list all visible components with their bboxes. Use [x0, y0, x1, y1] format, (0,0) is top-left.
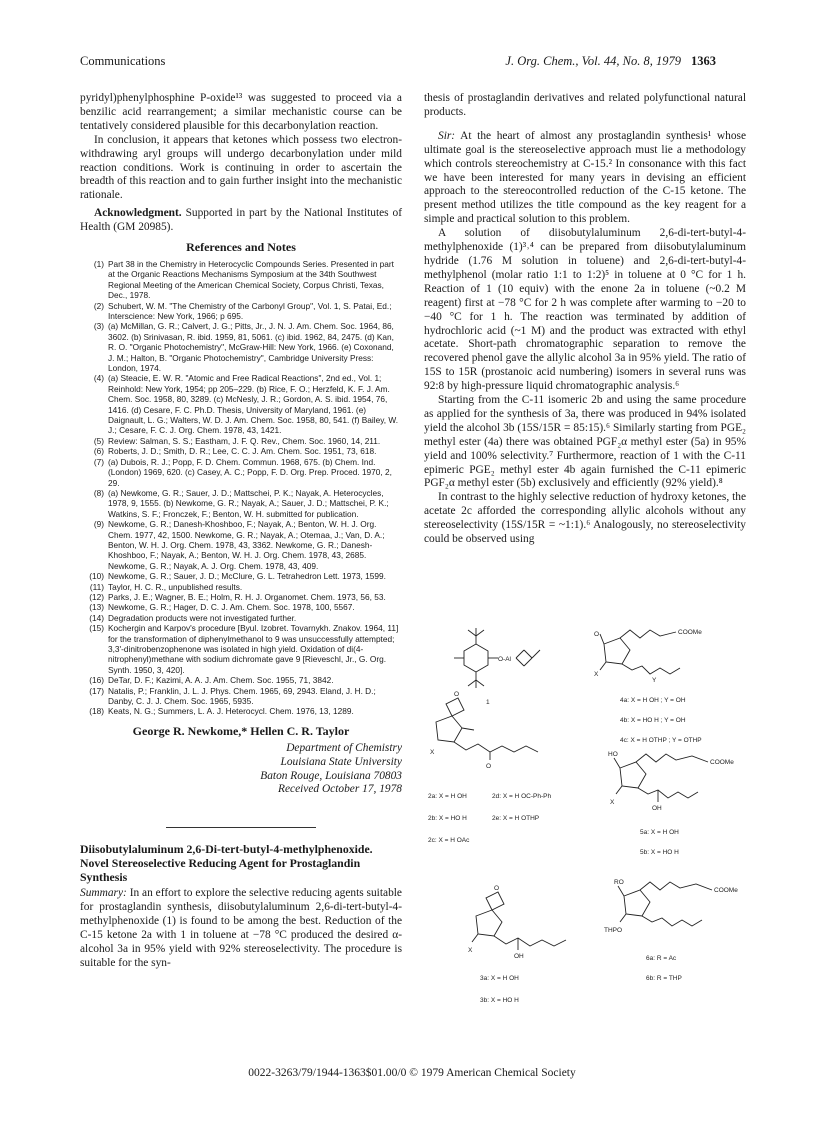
authors: George R. Newkome,* Hellen C. R. Taylor	[132, 723, 350, 738]
compound-2d-label: 2d: X = H OC-Ph-Ph	[492, 793, 552, 800]
city: Baton Rouge, Louisiana 70803	[260, 769, 402, 782]
paragraph	[424, 130, 746, 227]
reference-number: (5)	[93, 435, 104, 446]
reference-text: Kochergin and Karpov's procedure [Byul. Izobret. Tovarnykh. Znakov. 1964, 11] for the transformation of diphenylmethanol to 9 was unsuccessfully attempted; 3,3'-dinitrobenzophenone was isolated in high yield. Oxidation of di(4-nitrophenyl)methane with sodium dichromate gave 9 [Rieveschl, Jr., G. Org. Synth. 1950, 3, 420].	[108, 623, 399, 675]
reference-item	[80, 457, 402, 488]
reference-number: (4)	[93, 373, 104, 384]
compound-6-structure	[618, 882, 712, 926]
summary-text: In an effort to explore the selective reducing agents suitable for prostaglandin synthesis, diisobutylaluminum 2,6-di-tert-butyl-4-methylphenoxide (1) is found to be among the best. Reduction of the C-15 ketone 2a with 1 in toluene at −78 °C produced the desired α-alcohol 3a in 95% yield with 92% stereoselectivity. The procedure is suitable for the syn-	[80, 887, 402, 969]
reference-text: (a) McMillan, G. R.; Calvert, J. G.; Pitts, Jr., J. N. J. Am. Chem. Soc. 1964, 86, 3602. (b) Srinivasan, R. ibid. 1959, 81, 5061. (c) ibid. 1962, 84, 2475. (d) Kan, R. O. "Organic Photochemistry", McGraw-Hill: New York, 1966. (e) Coxonand, J. M.; Halton, B. "Organic Photochemistry", Cambridge University Press: London, 1974.	[108, 321, 394, 374]
reference-text: Keats, N. G.; Summers, L. A. J. Heterocycl. Chem. 1976, 13, 1289.	[108, 706, 354, 717]
coome-label: COOMe	[710, 759, 734, 766]
reference-text: (a) Newkome, G. R.; Sauer, J. D.; Mattschei, P. K.; Nayak, A. Heterocycles, 1978, 9, 1555. (b) Newkome, G. R.; Nayak, A.; Sauer, J. D.; Mattschei, P. K.; Watkins, S. F.; Fronczek, F.; Benton, W. H. submitted for publication.	[108, 487, 389, 519]
compound-4c-label: 4c: X = H OTHP ; Y = OTHP	[620, 737, 702, 744]
coome-label: COOMe	[678, 629, 702, 636]
reference-item	[80, 623, 402, 675]
reference-number: (18)	[89, 706, 104, 717]
reference-number: (11)	[89, 581, 104, 592]
reference-item	[80, 706, 402, 716]
x-label: X	[594, 671, 599, 678]
coome-label: COOMe	[714, 887, 738, 894]
carbonyl-o-label: O	[454, 691, 460, 698]
summary-label: Summary:	[80, 887, 127, 900]
left-column	[80, 92, 402, 971]
paragraph: A solution of diisobutylaluminum 2,6-di-tert-butyl-4-methylphenoxide (1)³˒⁴ can be prepared from diisobutylaluminum hydride (1.76 M solution in toluene) and 2,6-di-tert-butyl-4-methylphenol (molar ratio 1:1 to 1:2)⁵ in toluene at 0 °C for 1 h. Reaction of 1 (10 equiv) with the enone 2a in toluene (~0.2 M reagent) first at −78 °C for 2 h was complete after warming to −20 to −40 °C for 1 h. The reaction was terminated by addition of hydrochloric acid (~1 M) and the product was extracted with ethyl acetate. Short-path chromatographic separation to remove the recovered phenol gave the allylic alcohol 3a in 95% yield. The ratio of 15S to 15R (prostanoic acid numbering) isomers in several runs was 92:8 by high-pressure liquid chromatographic analysis.⁶	[424, 227, 746, 393]
oal-label: O-Al	[498, 656, 511, 663]
compound-5-structure	[614, 754, 708, 802]
x-label: X	[430, 749, 435, 756]
oh-label: OH	[514, 953, 524, 960]
sir-text: At the heart of almost any prostaglandin synthesis¹ whose ultimate goal is the stereoselective approach must lie a methodology which controls stereochemistry at C-15.² In consonance with this fact we have been interested for many years in devising an efficient approach to the stereocontrolled reduction of the C-15 ketone. The present method utilizes the title compound as the key reagent for a simple and practical solution to this problem.	[424, 129, 747, 226]
university: Louisiana State University	[280, 755, 402, 768]
reference-text: Parks, J. E.; Wagner, B. E.; Holm, R. H. J. Organomet. Chem. 1973, 56, 53.	[108, 591, 386, 602]
divider	[166, 827, 316, 828]
journal-citation	[505, 54, 716, 69]
reference-item	[80, 686, 402, 707]
article-title: Diisobutylaluminum 2,6-Di-tert-butyl-4-methylphenoxide. Novel Stereoselective Reducing Agent for Prostaglandin Synthesis	[80, 842, 373, 885]
reference-item	[80, 373, 402, 435]
reference-item	[80, 602, 402, 612]
reference-item	[80, 613, 402, 623]
ho-label: HO	[608, 751, 618, 758]
compound-4-structure	[600, 630, 680, 674]
copyright-footer: 0022-3263/79/1944-1363$01.00/0 © 1979 American Chemical Society	[248, 1067, 576, 1079]
references-heading: References and Notes	[186, 240, 296, 255]
running-head: Communications	[80, 54, 166, 68]
reference-text: Newkome, G. R.; Danesh-Khoshboo, F.; Nayak, A.; Benton, W. H. J. Org. Chem. 1977, 42, 1500. Newkome, G. R.; Nayak, A.; Otemaa, J.; Van, D. A.; Benton, W. H. J. Org. Chem. 1978, 43, 3362. Newkome, G. R.; Danesh-Khoshboo, F.; Nayak, A.; Benton, W. H. J. Org. Chem. 1978, 43, 2685. Newkome, G. R.; Nayak, A. J. Org. Chem. 1978, 43, 409.	[108, 519, 385, 571]
ack-title: Acknowledgment.	[94, 207, 182, 220]
department: Department of Chemistry	[286, 741, 402, 754]
paragraph: Starting from the C-11 isomeric 2b and using the same procedure as applied for the synthesis of 3a, there was produced in 94% isolated yield the alcohol 3b (15S/15R = 85:15).⁶ Similarly starting from PGE₂ methyl ester (4a) there was obtained PGF₂α methyl ester (5a) in 95% yield and 100% selectivity.⁷ Furthermore, reaction of 1 with the C-11 epimeric PGE₂ methyl ester 4b again furnished the C-11 epimeric PGF₂α methyl ester (5b) exclusively and efficiently (92% yield).⁸	[424, 394, 746, 490]
x-label: X	[610, 799, 615, 806]
paragraph: In contrast to the highly selective reduction of hydroxy ketones, the acetate 2c afforded the corresponding allylic alcohols without any stereoselectivity (15S/15R = ~1:1).⁶ Analogously, no stereoselectivity could be observed using	[424, 491, 746, 546]
reference-number: (12)	[89, 591, 104, 602]
reference-number: (1)	[93, 258, 104, 269]
reference-text: Degradation products were not investigated further.	[108, 612, 297, 623]
page-number: 1363	[691, 54, 716, 68]
ketone-o-label: O	[486, 763, 492, 770]
ro-label: RO	[614, 879, 624, 886]
reference-number: (10)	[89, 571, 104, 582]
compound-2e-label: 2e: X = H OTHP	[492, 815, 540, 822]
compound-2a-label: 2a: X = H OH	[428, 793, 467, 800]
compound-6a-label: 6a: R = Ac	[646, 955, 677, 962]
reference-number: (15)	[89, 623, 104, 634]
references-list	[80, 259, 402, 717]
paragraph: pyridyl)phenylphosphine P-oxide¹³ was suggested to proceed via a benzilic acid rearrangement; a similar mechanistic course can be tentatively considered plausible for this decarbonylation reaction.	[80, 92, 402, 132]
paragraph: In conclusion, it appears that ketones which possess two electron-withdrawing aryl groups will undergo decarbonylation under mild reaction conditions. Work is continuing in order to ascertain the breadth of this reaction and to gain further insight into the mechanistic rationale.	[80, 133, 402, 202]
reference-number: (2)	[93, 300, 104, 311]
ack-text: Supported in part by the National Institutes of Health (GM 20985).	[80, 207, 402, 234]
reference-item	[80, 592, 402, 602]
reference-number: (14)	[89, 612, 104, 623]
reference-number: (7)	[93, 456, 104, 467]
reference-text: Natalis, P.; Franklin, J. L. J. Phys. Chem. 1965, 69, 2943. Eland, J. H. D.; Danby, C. J. J. Chem. Soc. 1965, 5935.	[108, 685, 376, 707]
reference-item	[80, 446, 402, 456]
reference-text: (a) Steacie, E. W. R. "Atomic and Free Radical Reactions", 2nd ed., Vol. 1; Reinhold: New York, 1954; pp 205–229. (b) Rice, F. O.; Herzfeld, K. F. J. Am. Chem. Soc. 1958, 80, 3289. (c) McNesly, J. R.; Gordon, A. S. ibid. 1954, 76, 1416. (d) Cesare, F. C. Ph.D. Thesis, University of Maryland, 1961. (e) Daignault, L. G.; Walters, W. D. J. Am. Chem. Soc. 1958, 80, 541. (f) Bailey, W. J.; Cesare, F. C. J. Org. Chem. 1978, 43, 1421.	[108, 373, 399, 436]
reference-number: (9)	[93, 519, 104, 530]
reference-text: Roberts, J. D.; Smith, D. R.; Lee, C. C. J. Am. Chem. Soc. 1951, 73, 618.	[108, 446, 377, 457]
reference-number: (6)	[93, 446, 104, 457]
sir-label: Sir:	[438, 129, 456, 142]
x-label: X	[468, 947, 473, 954]
reference-item	[80, 519, 402, 571]
reference-item	[80, 488, 402, 519]
oh-label: OH	[652, 805, 662, 812]
y-label: Y	[652, 677, 657, 684]
reference-number: (16)	[89, 675, 104, 686]
compound-1-label: 1	[486, 699, 490, 706]
compound-5a-label: 5a: X = H OH	[640, 829, 679, 836]
reference-text: DeTar, D. F.; Kazimi, A. A. J. Am. Chem. Soc. 1955, 71, 3842.	[108, 675, 334, 686]
compound-1-structure	[454, 628, 540, 688]
reference-item	[80, 675, 402, 685]
structure-scheme	[424, 626, 754, 1056]
reference-item	[80, 301, 402, 322]
compound-2-structure	[436, 698, 538, 760]
paragraph: thesis of prostaglandin derivatives and related polyfunctional natural products.	[424, 92, 746, 118]
compound-5b-label: 5b: X = HO H	[640, 849, 679, 856]
thpo-label: THPO	[604, 927, 623, 934]
reference-item	[80, 582, 402, 592]
reference-item	[80, 259, 402, 301]
compound-3-structure	[472, 892, 566, 950]
carbonyl-o-label: O	[594, 631, 600, 638]
journal-name: J. Org. Chem., Vol. 44, No. 8, 1979	[505, 54, 681, 68]
right-column	[424, 92, 746, 547]
reference-text: Part 38 in the Chemistry in Heterocyclic Compounds Series. Presented in part at the Organic Reactions Mechanisms Symposium at the 34th Southwest Regional Meeting of the American Chemical Society, Corpus Christi, Texas, Dec., 1978.	[108, 258, 394, 301]
compound-4b-label: 4b: X = HO H ; Y = OH	[620, 717, 686, 724]
reference-number: (3)	[93, 321, 104, 332]
compound-3b-label: 3b: X = HO H	[480, 997, 519, 1004]
reference-text: Taylor, H. C. R., unpublished results.	[108, 581, 243, 592]
reference-text: Newkome, G. R.; Hager, D. C. J. Am. Chem. Soc. 1978, 100, 5567.	[108, 602, 355, 613]
reference-text: Newkome, G. R.; Sauer, J. D.; McClure, G. L. Tetrahedron Lett. 1973, 1599.	[108, 571, 386, 582]
reference-number: (13)	[89, 602, 104, 613]
reference-item	[80, 571, 402, 581]
received-date: Received October 17, 1978	[278, 783, 402, 796]
reference-number: (17)	[89, 685, 104, 696]
compound-6b-label: 6b: R = THP	[646, 975, 682, 982]
reference-text: (a) Dubois, R. J.; Popp, F. D. Chem. Commun. 1968, 675. (b) Chem. Ind. (London) 1969, 620. (c) Casey, A. C.; Popp, F. D. Org. Prep. Proced. 1970, 2, 29.	[108, 456, 392, 488]
reference-text: Schubert, W. M. "The Chemistry of the Carbonyl Group", Vol. 1, S. Patai, Ed.; Interscience: New York, 1966; p 695.	[108, 300, 392, 321]
reference-item	[80, 436, 402, 446]
compound-2c-label: 2c: X = H OAc	[428, 837, 470, 844]
reference-number: (8)	[93, 487, 104, 498]
compound-4a-label: 4a: X = H OH ; Y = OH	[620, 697, 686, 704]
summary	[80, 887, 402, 970]
compound-2b-label: 2b: X = HO H	[428, 815, 467, 822]
carbonyl-o-label: O	[494, 885, 500, 892]
acknowledgment	[80, 207, 402, 235]
reference-item	[80, 321, 402, 373]
reference-text: Review: Salman, S. S.; Eastham, J. F. Q. Rev., Chem. Soc. 1960, 14, 211.	[108, 435, 381, 446]
compound-3a-label: 3a: X = H OH	[480, 975, 519, 982]
